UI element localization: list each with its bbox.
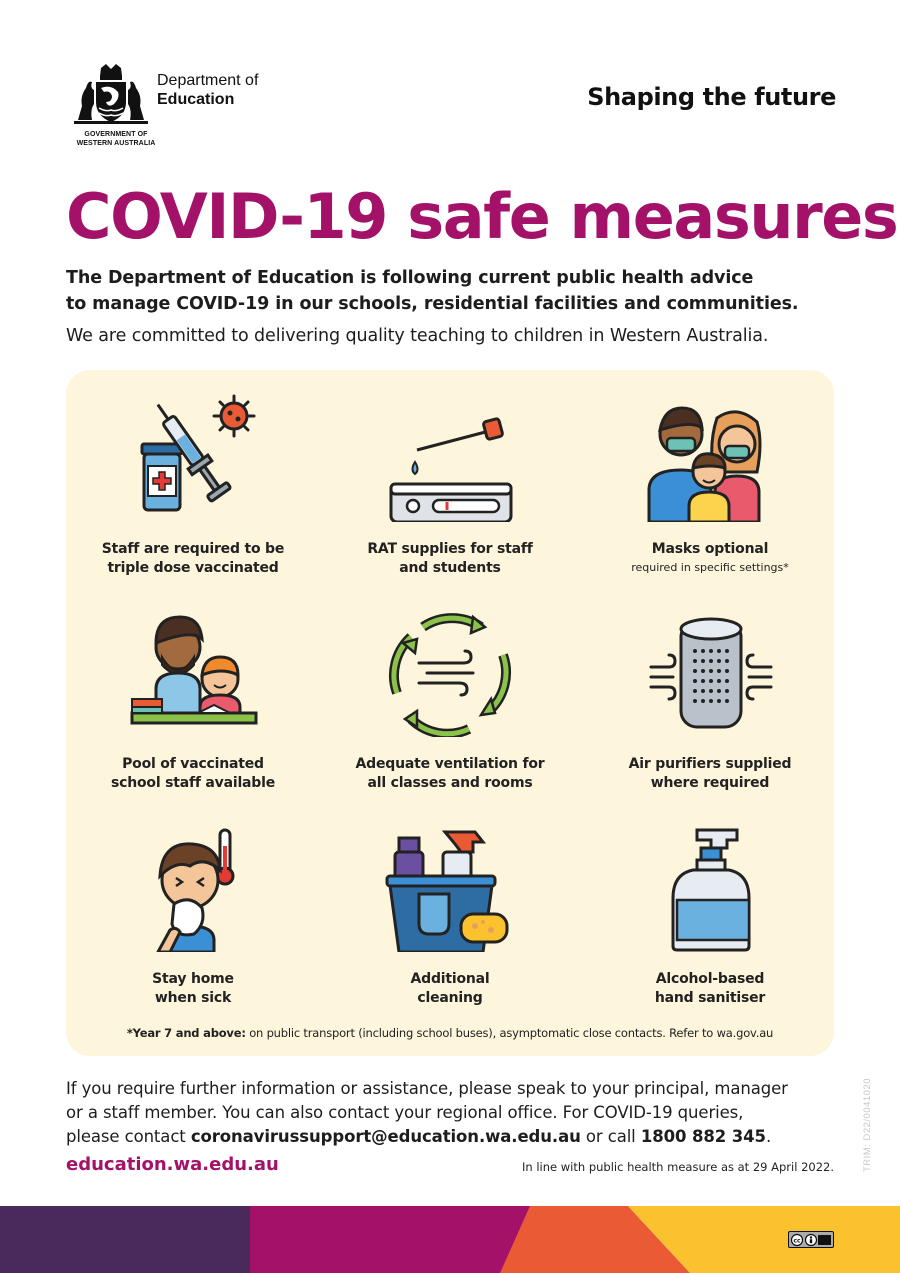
contact-phone[interactable]: 1800 882 345 <box>640 1127 766 1146</box>
intro-bold-line: to manage COVID-19 in our schools, residential facilities and communities. <box>66 294 799 314</box>
cleaning-supplies-icon <box>385 822 515 952</box>
measure-ventilation <box>320 607 580 793</box>
measure-stay-home <box>63 822 323 1008</box>
measure-label: school staff available <box>110 775 276 791</box>
footer-color-band <box>0 1206 900 1273</box>
measure-label: hand sanitiser <box>654 990 766 1006</box>
measure-label: Adequate ventilation for <box>355 756 545 772</box>
government-line: WESTERN AUSTRALIA <box>76 140 156 147</box>
contact-prefix: please contact <box>66 1127 191 1146</box>
website-link[interactable]: education.wa.edu.au <box>66 1154 279 1175</box>
contact-line <box>66 1125 846 1149</box>
government-line: GOVERNMENT OF <box>84 131 148 138</box>
footnote <box>66 1026 834 1040</box>
measure-label: Additional <box>410 971 490 987</box>
hand-sanitiser-icon <box>645 822 775 952</box>
header <box>66 64 836 154</box>
measure-label: Staff are required to be <box>101 541 285 557</box>
vaccine-syringe-icon <box>128 392 258 522</box>
measure-label: Alcohol-based <box>655 971 765 987</box>
measure-label: all classes and rooms <box>367 775 533 791</box>
teacher-student-icon <box>128 607 258 737</box>
measure-vaccination <box>63 392 323 578</box>
ventilation-airflow-icon <box>385 607 515 737</box>
measure-label: RAT supplies for staff <box>367 541 533 557</box>
measure-sublabel: required in specific settings* <box>631 561 789 574</box>
intro <box>66 265 846 349</box>
measure-label: Stay home <box>152 971 234 987</box>
measure-masks <box>580 392 840 574</box>
measure-label: Masks optional <box>651 541 769 557</box>
creative-commons-by-icon <box>788 1231 834 1248</box>
measure-label: triple dose vaccinated <box>107 560 279 576</box>
measure-label: Air purifiers supplied <box>628 756 792 772</box>
measure-label: where required <box>650 775 770 791</box>
trim-reference: TRIM: D22/0041020 <box>862 1077 873 1172</box>
measures-panel <box>66 370 834 1056</box>
measure-cleaning <box>320 822 580 1008</box>
measure-sanitiser <box>580 822 840 1008</box>
measure-label: Pool of vaccinated <box>122 756 264 772</box>
tagline: Shaping the future <box>587 83 836 111</box>
contact-line: If you require further information or assistance, please speak to your principal, manager <box>66 1079 788 1098</box>
contact-line: or a staff member. You can also contact your regional office. For COVID-19 queries, <box>66 1103 744 1122</box>
department-name-bold: Education <box>157 91 235 108</box>
measure-air-purifier <box>580 607 840 793</box>
contact-email-link[interactable]: coronavirussupport@education.wa.edu.au <box>190 1127 581 1146</box>
as-at-date: In line with public health measure as at 29 April 2022. <box>522 1160 834 1174</box>
contact-mid: or call <box>580 1127 641 1146</box>
measure-rat <box>320 392 580 578</box>
wa-government-crest-icon <box>66 64 156 126</box>
contact-suffix: . <box>765 1127 772 1146</box>
footnote-label: *Year 7 and above: <box>126 1026 246 1040</box>
air-purifier-icon <box>645 607 775 737</box>
measure-label: cleaning <box>417 990 483 1006</box>
contact-info <box>66 1077 846 1149</box>
intro-commitment: We are committed to delivering quality teaching to children in Western Australia. <box>66 326 769 346</box>
band-magenta <box>250 1206 540 1273</box>
measure-label: and students <box>399 560 501 576</box>
page-title: COVID-19 safe measures <box>66 180 898 253</box>
sick-person-icon <box>128 822 258 952</box>
footnote-text: on public transport (including school buses), asymptomatic close contacts. Refer to wa.gov.au <box>245 1026 774 1040</box>
svg-text:cc: cc <box>793 1237 801 1245</box>
measure-staff-pool <box>63 607 323 793</box>
department-name: Department of <box>157 72 259 89</box>
intro-bold-line: The Department of Education is following current public health advice <box>66 268 754 288</box>
rapid-antigen-test-icon <box>385 392 515 522</box>
measure-label: when sick <box>154 990 232 1006</box>
band-purple <box>0 1206 250 1273</box>
masked-family-icon <box>645 392 775 522</box>
